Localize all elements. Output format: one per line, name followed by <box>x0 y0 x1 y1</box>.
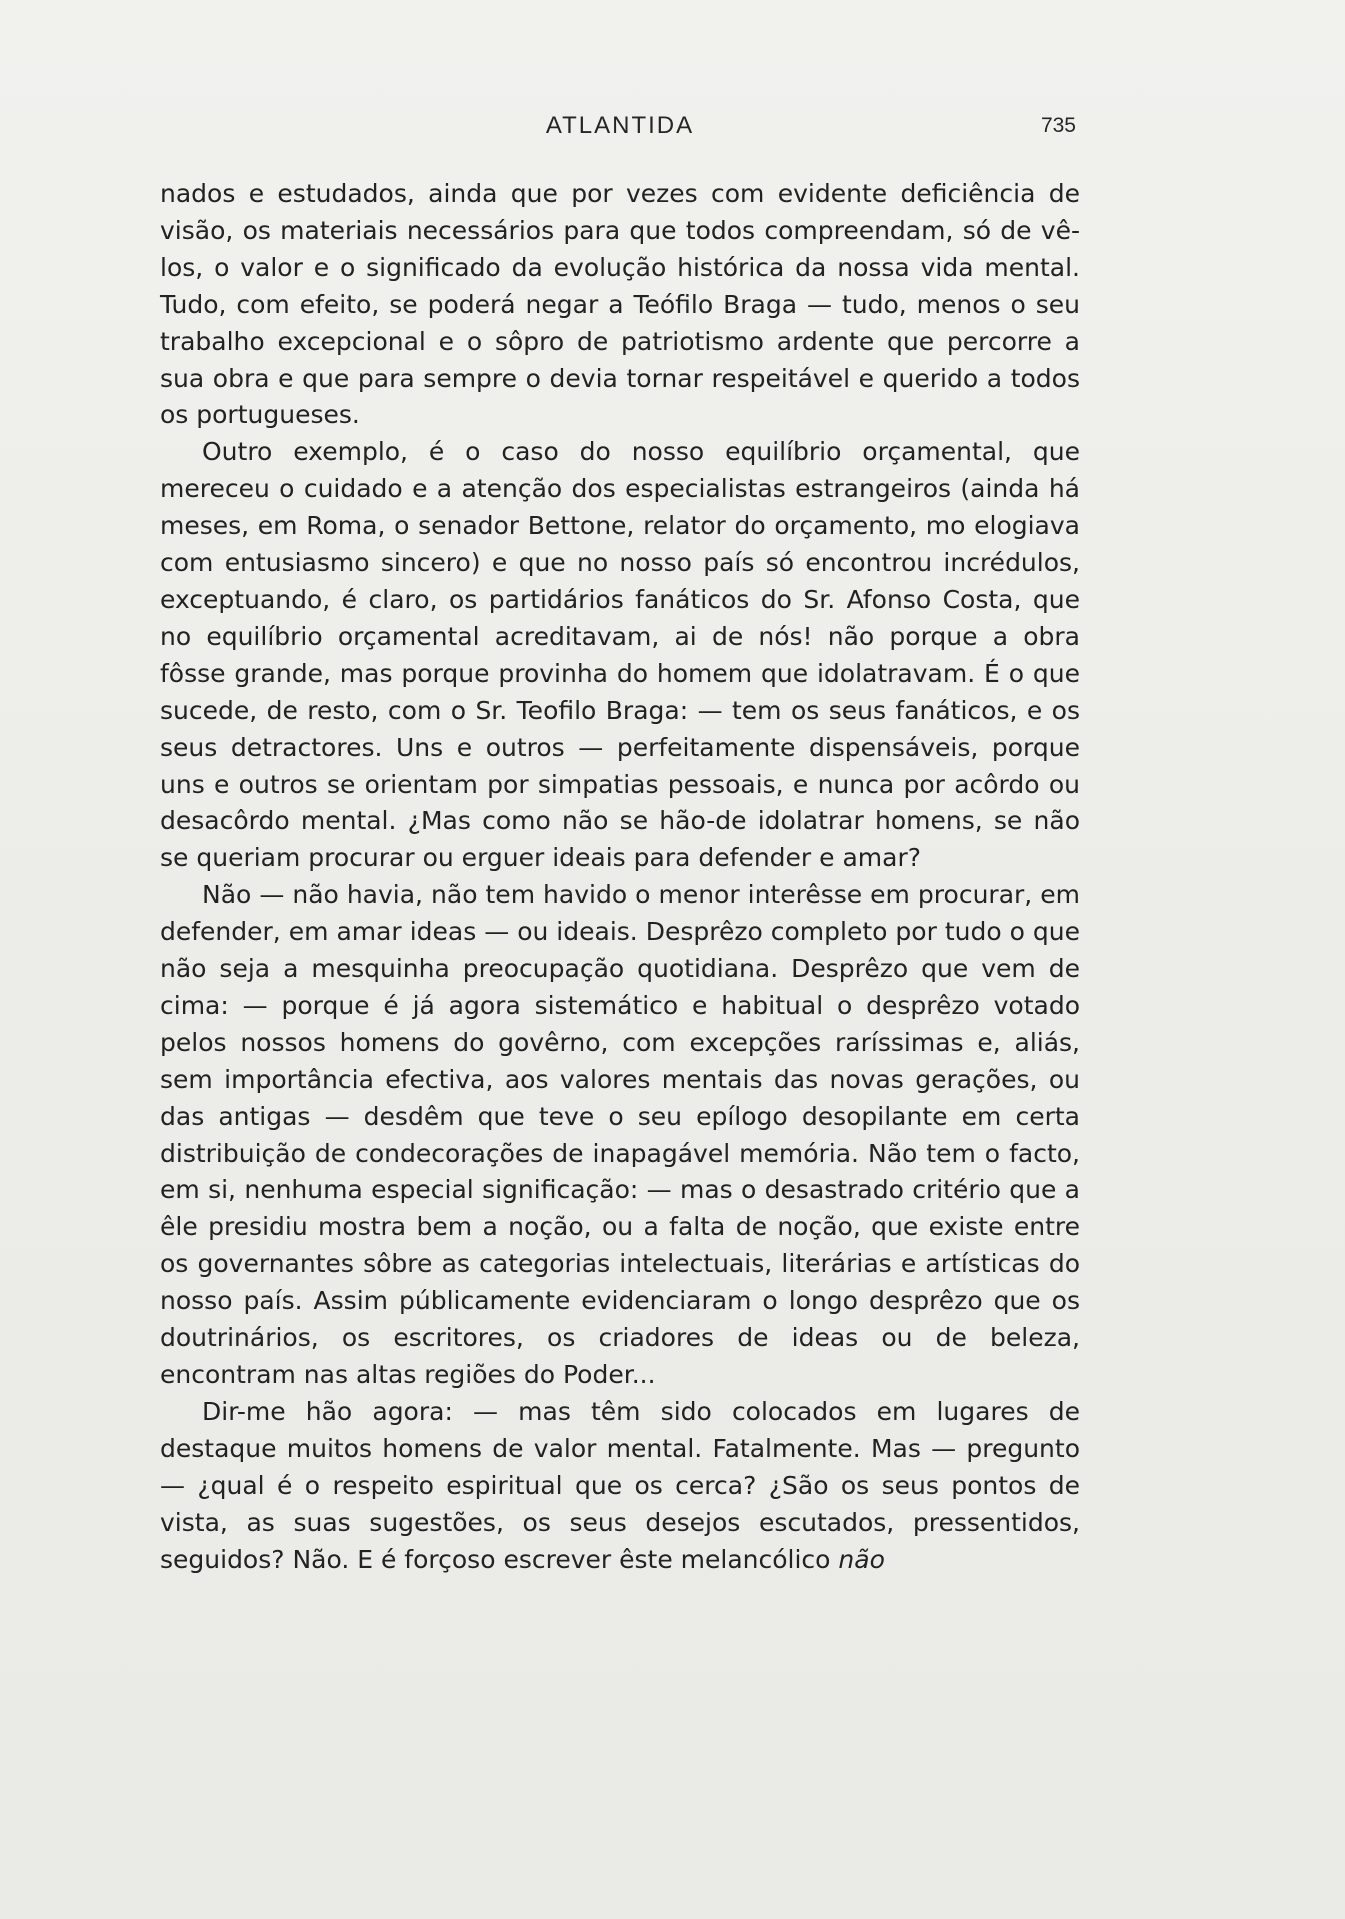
text-body <box>160 176 1080 1578</box>
paragraph-budget-example: Outro exemplo, é o caso do nosso equilíbrio orçamental, que mereceu o cuidado e a atenção dos especialistas estrangeiros (ainda há meses, em Roma, o senador Bettone, relator do orçamento, mo elogiava com entusiasmo sincero) e que no nosso país só encontrou incrédulos, exceptuando, é claro, os partidários fanáticos do Sr. Afonso Costa, que no equilíbrio orçamental acreditavam, ai de nós! não porque a obra fôsse grande, mas porque provinha do homem que idolatravam. É o que sucede, de resto, com o Sr. Teofilo Braga: — tem os seus fanáticos, e os seus detractores. Uns e outros — perfeitamente dispensáveis, porque uns e outros se orientam por simpatias pessoais, e nunca por acôrdo ou desacôrdo mental. ¿Mas como não se hão-de idolatrar homens, se não se queriam procurar ou erguer ideais para defender e amar? <box>160 437 1080 873</box>
page-number: 735 <box>1040 114 1076 137</box>
paragraph-respect <box>160 1394 1080 1579</box>
paragraph-respect-text: Dir-me hão agora: — mas têm sido colocados em lugares de destaque muitos homens de valor mental. Fatalmente. Mas — pregunto — ¿qual é o respeito espiritual que os cerca? ¿São os seus pontos de vista, as suas sugestões, os seus desejos escutados, pressentidos, seguidos? Não. E é forçoso escrever êste melancólico <box>160 1396 1080 1574</box>
running-title: ATLANTIDA <box>545 112 695 139</box>
paragraph-contempt: Não — não havia, não tem havido o menor interêsse em procurar, em defender, em amar ideas — ou ideais. Desprêzo completo por tudo o que não seja a mesquinha preocupação quotidiana. Desprêzo que vem de cima: — porque é já agora sistemático e habitual o desprêzo votado pelos nossos homens do govêrno, com excepções raríssimas e, aliás, sem importância efectiva, aos valores mentais das novas gerações, ou das antigas — desdêm que teve o seu epílogo desopilante em certa distribuição de condecorações de inapagável memória. Não tem o facto, em si, nenhuma especial significação: — mas o desastrado critério que a êle presidiu mostra bem a noção, ou a falta de noção, que existe entre os governantes sôbre as categorias intelectuais, literárias e artísticas do nosso país. Assim públicamente evidenciaram o longo desprêzo que os doutrinários, os escritores, os criadores de ideas ou de beleza, encontram nas altas regiões do Poder... <box>160 880 1080 1389</box>
italic-last-word: não <box>838 1544 885 1574</box>
paragraph-continued: nados e estudados, ainda que por vezes com evidente deficiência de visão, os materiais necessários para que todos compreendam, só de vê-los, o valor e o significado da evolução histórica da nossa vida mental. Tudo, com efeito, se poderá negar a Teófilo Braga — tudo, menos o seu trabalho excepcional e o sôpro de patriotismo ardente que percorre a sua obra e que para sempre o devia tornar respeitável e querido a todos os portugueses. <box>160 179 1080 430</box>
running-head <box>160 112 1080 148</box>
